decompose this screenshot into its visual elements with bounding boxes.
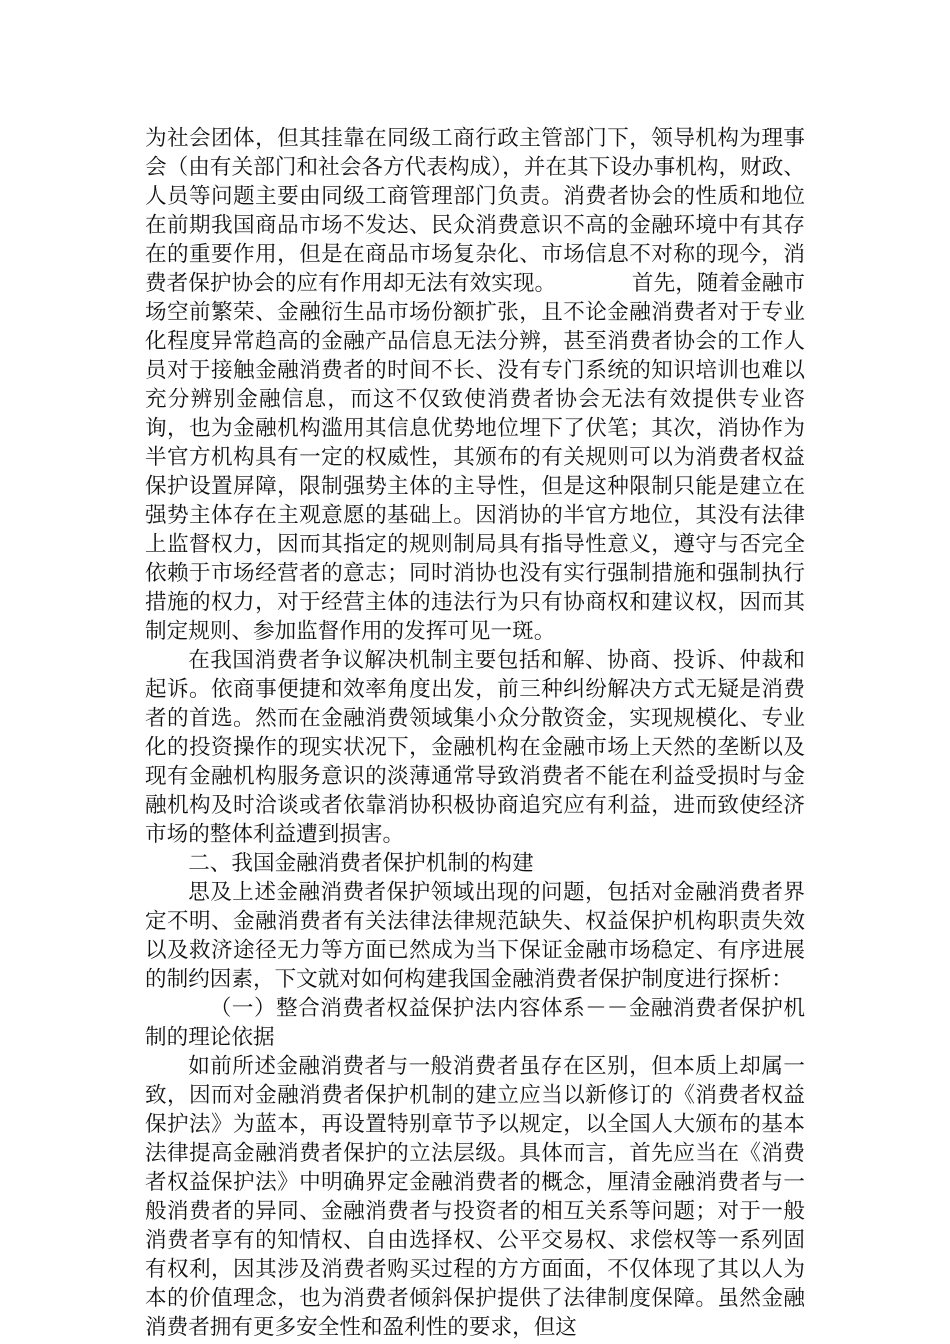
subsection-heading-one: （一）整合消费者权益保护法内容体系－－金融消费者保护机制的理论依据 xyxy=(145,996,805,1050)
paragraph-dispute-resolution: 在我国消费者争议解决机制主要包括和解、协商、投诉、仲裁和起诉。依商事便捷和效率角度出发，前三种纠纷解决方式无疑是消费者的首选。然而在金融消费领域集小众分散资金，实现规模化、专业化的投资操作的现实状况下，金融机构在金融市场上天然的垄断以及现有金融机构服务意识的淡薄通常导致消费者不能在利益受损时与金融机构及时洽谈或者依靠消协积极协商追究应有利益，进而致使经济市场的整体利益遭到损害。 xyxy=(145,648,805,847)
paragraph-legal-basis: 如前所述金融消费者与一般消费者虽存在区别，但本质上却属一致，因而对金融消费者保护机制的建立应当以新修订的《消费者权益保护法》为蓝本，再设置特别章节予以规定，以全国人大颁布的基本法律提高金融消费者保护的立法层级。具体而言，首先应当在《消费者权益保护法》中明确界定金融消费者的概念，厘清金融消费者与一般消费者的异同、金融消费者与投资者的相互关系等问题；对于一般消费者享有的知情权、自由选择权、公平交易权、求偿权等一系列固有权利，因其涉及消费者购买过程的方方面面，不仅体现了其以人为本的价值理念，也为消费者倾斜保护提供了法律制度保障。虽然金融消费者拥有更多安全性和盈利性的要求，但这 xyxy=(145,1054,805,1340)
paragraph-problem-summary: 思及上述金融消费者保护领域出现的问题，包括对金融消费者界定不明、金融消费者有关法律法律规范缺失、权益保护机构职责失效以及救济途径无力等方面已然成为当下保证金融市场稳定、有序进展的制约因素，下文就对如何构建我国金融消费者保护制度进行探析： xyxy=(145,880,805,992)
document-page xyxy=(145,124,805,1342)
section-heading-two: 二、我国金融消费者保护机制的构建 xyxy=(188,851,534,876)
paragraph-consumer-association: 为社会团体，但其挂靠在同级工商行政主管部门下，领导机构为理事会（由有关部门和社会各方代表构成），并在其下设办事机构，财政、人员等问题主要由同级工商管理部门负责。消费者协会的性质和地位在前期我国商品市场不发达、民众消费意识不高的金融环境中有其存在的重要作用，但是在商品市场复杂化、市场信息不对称的现今，消费者保护协会的应有作用却无法有效实现。 首先，随着金融市场空前繁荣、金融衍生品市场份额扩张，且不论金融消费者对于专业化程度异常趋高的金融产品信息无法分辨，甚至消费者协会的工作人员对于接触金融消费者的时间不长、没有专门系统的知识培训也难以充分辨别金融信息，而这不仅致使消费者协会无法有效提供专业咨询，也为金融机构滥用其信息优势地位埋下了伏笔；其次，消协作为半官方机构具有一定的权威性，其颁布的有关规则可以为消费者权益保护设置屏障，限制强势主体的主导性，但是这种限制只能是建立在强势主体存在主观意愿的基础上。因消协的半官方地位，其没有法律上监督权力，因而其指定的规则制局具有指导性意义，遵守与否完全依赖于市场经营者的意志；同时消协也没有实行强制措施和强制执行措施的权力，对于经营主体的违法行为只有协商权和建议权，因而其制定规则、参加监督作用的发挥可见一斑。 xyxy=(145,126,805,644)
